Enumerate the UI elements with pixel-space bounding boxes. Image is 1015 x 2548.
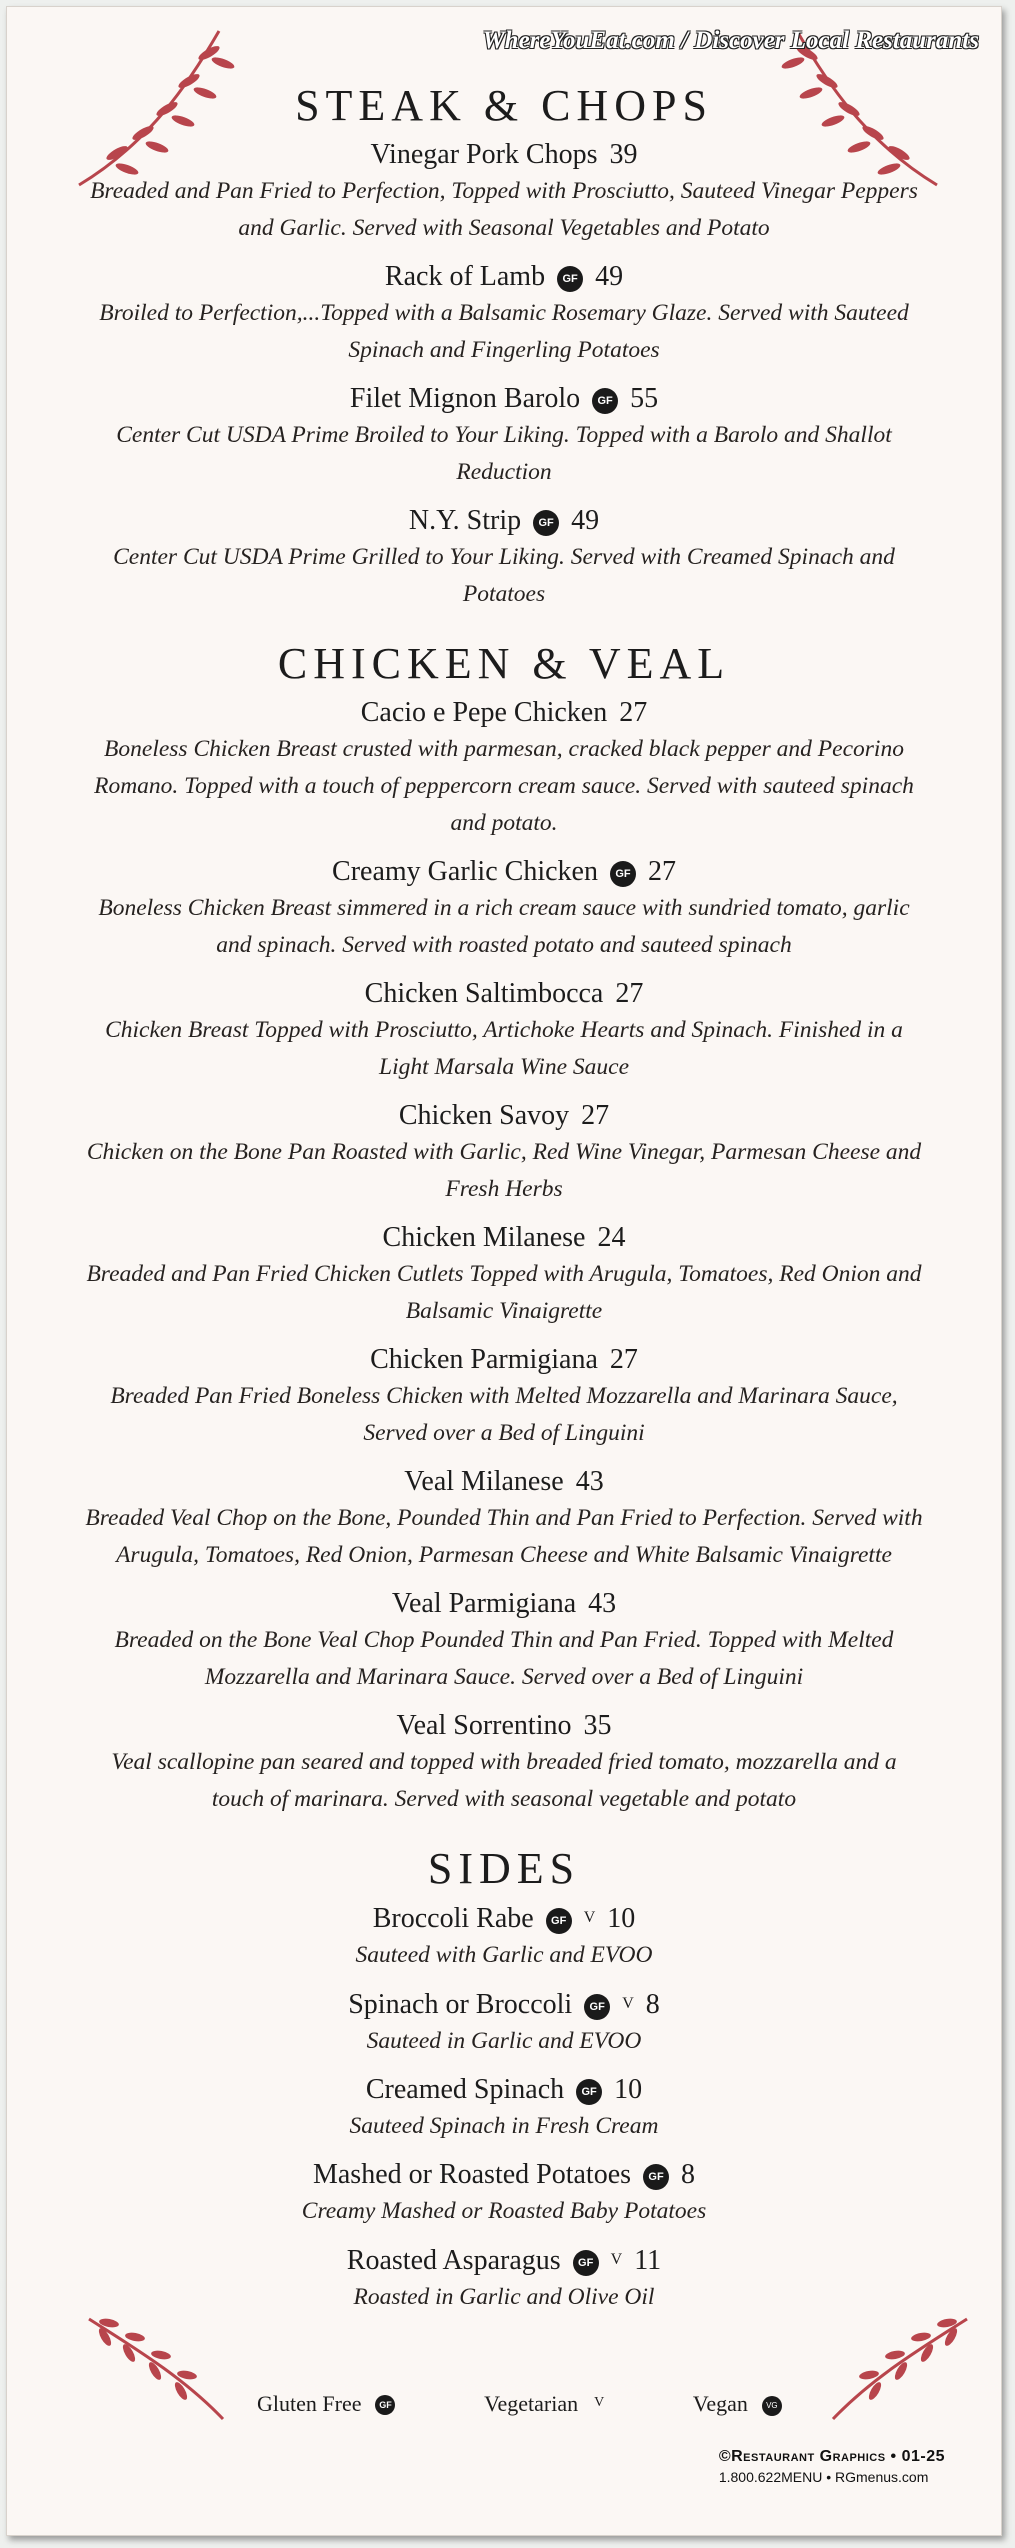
menu-item: [77, 854, 931, 964]
menu-item: [77, 1900, 931, 1974]
menu-item-name: Creamy Garlic Chicken: [332, 856, 598, 887]
menu-item-heading: [77, 503, 931, 539]
menu-page: [6, 6, 1002, 2536]
menu-item-description: Sauteed Spinach in Fresh Cream: [349, 2113, 659, 2139]
menu-item-price: 27: [647, 856, 676, 887]
section-title: CHICKEN & VEAL: [277, 639, 731, 688]
menu-item-heading: [77, 2242, 931, 2279]
menu-item-heading: [77, 1220, 931, 1256]
gf-badge-icon: GF: [610, 861, 636, 887]
menu-item: [77, 1586, 931, 1696]
menu-item: [77, 2157, 931, 2230]
menu-item-name: Vinegar Pork Chops: [370, 139, 598, 170]
menu-item-price: 49: [595, 261, 624, 292]
menu-item-name: Chicken Savoy: [398, 1100, 570, 1131]
menu-item: [77, 1986, 931, 2060]
menu-item-heading: [77, 1342, 931, 1378]
menu-item: [77, 1464, 931, 1574]
dietary-legend: [257, 2391, 788, 2417]
menu-item-description: Boneless Chicken Breast crusted with parmesan, cracked black pepper and Pecorino Romano. Topped with a touch of peppercorn cream sauce. Served with sauteed spinach and potato.: [94, 736, 914, 836]
menu-item-price: 49: [571, 505, 600, 536]
section-title: SIDES: [427, 1844, 581, 1893]
menu-item-name: Chicken Milanese: [382, 1222, 586, 1253]
vegan-badge-icon: VG: [762, 2396, 782, 2416]
menu-item: [77, 1708, 931, 1818]
menu-item-description: Breaded Pan Fried Boneless Chicken with Melted Mozzarella and Marinara Sauce, Served over a Bed of Linguini: [110, 1383, 898, 1446]
menu-item-name: Chicken Parmigiana: [370, 1344, 598, 1375]
gf-badge-icon: GF: [584, 1994, 610, 2020]
legend-vegan-label: Vegan: [692, 2391, 748, 2416]
menu-item-heading: [77, 1708, 931, 1744]
menu-item-name: Veal Milanese: [404, 1466, 564, 1497]
menu-item: [77, 976, 931, 1086]
menu-item-heading: [77, 1098, 931, 1134]
menu-item: [77, 137, 931, 247]
section-title: STEAK & CHOPS: [295, 81, 713, 130]
menu-item-heading: [77, 854, 931, 890]
menu-item-heading: [77, 1586, 931, 1622]
menu-item-description: Breaded on the Bone Veal Chop Pounded Thin and Pan Fried. Topped with Melted Mozzarella and Marinara Sauce. Served over a Bed of Linguini: [114, 1627, 894, 1690]
menu-item-name: Rack of Lamb: [384, 261, 546, 292]
menu-item: [77, 1098, 931, 1208]
menu-item-description: Breaded and Pan Fried Chicken Cutlets Topped with Arugula, Tomatoes, Red Onion and Balsamic Vinaigrette: [86, 1261, 922, 1324]
menu-item-heading: [77, 695, 931, 731]
menu-item-description: Center Cut USDA Prime Broiled to Your Liking. Topped with a Barolo and Shallot Reduction: [116, 422, 892, 485]
menu-item-description: Veal scallopine pan seared and topped with breaded fried tomato, mozzarella and a touch of marinara. Served with seasonal vegetable and potato: [111, 1749, 897, 1812]
menu-item-name: Broccoli Rabe: [372, 1903, 534, 1934]
menu-item-price: 8: [681, 2159, 696, 2190]
menu-item-heading: [77, 1464, 931, 1500]
menu-item-description: Creamy Mashed or Roasted Baby Potatoes: [301, 2198, 707, 2224]
vegetarian-mark-icon: V: [622, 1995, 634, 2012]
credit-line-1: ©Restaurant Graphics • 01-25: [718, 2448, 945, 2465]
menu-item-heading: [77, 1900, 931, 1937]
menu-item: [77, 259, 931, 369]
legend-vegetarian-label: Vegetarian: [484, 2391, 579, 2416]
menu-item-heading: [77, 137, 931, 173]
menu-content: [77, 81, 931, 2328]
menu-item-price: 10: [607, 1903, 636, 1934]
credit-line-2: 1.800.622MENU • RGmenus.com: [718, 2469, 929, 2485]
vegetarian-mark-icon: V: [594, 2395, 605, 2410]
menu-item-price: 27: [619, 697, 648, 728]
watermark-text: WhereYouEat.com / Discover Local Restaurants: [482, 27, 979, 54]
menu-item-description: Broiled to Perfection,...Topped with a Balsamic Rosemary Glaze. Served with Sauteed Spinach and Fingerling Potatoes: [99, 300, 909, 363]
menu-item-heading: [77, 2157, 931, 2193]
gf-badge-icon: GF: [643, 2164, 669, 2190]
menu-item-price: 11: [634, 2245, 662, 2276]
gf-badge-icon: GF: [592, 388, 618, 414]
menu-item-name: Creamed Spinach: [365, 2074, 565, 2105]
menu-item-price: 43: [575, 1466, 604, 1497]
menu-item-description: Center Cut USDA Prime Grilled to Your Liking. Served with Creamed Spinach and Potatoes: [113, 544, 895, 607]
gf-badge-icon: GF: [533, 510, 559, 536]
printer-credit: [719, 2447, 945, 2487]
gf-badge-icon: GF: [375, 2395, 395, 2415]
menu-item-price: 55: [630, 383, 659, 414]
menu-item: [77, 695, 931, 842]
gf-badge-icon: GF: [546, 1908, 572, 1934]
menu-item-name: Filet Mignon Barolo: [349, 383, 581, 414]
legend-gluten-free-label: Gluten Free: [257, 2391, 362, 2416]
menu-item-name: Chicken Saltimbocca: [364, 978, 604, 1009]
menu-item-heading: [77, 1986, 931, 2023]
menu-item-price: 10: [614, 2074, 643, 2105]
menu-item-price: 8: [645, 1989, 660, 2020]
menu-item-price: 24: [597, 1222, 626, 1253]
menu-item-name: Mashed or Roasted Potatoes: [312, 2159, 632, 2190]
menu-item-price: 27: [615, 978, 644, 1009]
menu-item-name: Roasted Asparagus: [346, 2245, 561, 2276]
menu-item-price: 43: [588, 1588, 617, 1619]
menu-item-description: Breaded Veal Chop on the Bone, Pounded Thin and Pan Fried to Perfection. Served with Arugula, Tomatoes, Red Onion, Parmesan Cheese and White Balsamic Vinaigrette: [85, 1505, 923, 1568]
menu-item-description: Sauteed with Garlic and EVOO: [355, 1942, 653, 1968]
menu-item-price: 27: [609, 1344, 638, 1375]
menu-item-description: Chicken on the Bone Pan Roasted with Garlic, Red Wine Vinegar, Parmesan Cheese and Fresh Herbs: [86, 1139, 922, 1202]
menu-item-name: Veal Parmigiana: [391, 1588, 577, 1619]
menu-item: [77, 381, 931, 491]
menu-item: [77, 2072, 931, 2145]
menu-item-description: Chicken Breast Topped with Prosciutto, Artichoke Hearts and Spinach. Finished in a Light Marsala Wine Sauce: [105, 1017, 903, 1080]
menu-item-name: Spinach or Broccoli: [348, 1989, 573, 2020]
menu-item: [77, 1342, 931, 1452]
menu-item-name: Veal Sorrentino: [396, 1710, 572, 1741]
menu-item-description: Roasted in Garlic and Olive Oil: [353, 2284, 655, 2310]
menu-item-description: Breaded and Pan Fried to Perfection, Topped with Prosciutto, Sauteed Vinegar Peppers and Garlic. Served with Seasonal Vegetables and Potato: [90, 178, 918, 241]
menu-item: [77, 1220, 931, 1330]
menu-item: [77, 503, 931, 613]
menu-item-price: 39: [609, 139, 638, 170]
menu-item-name: N.Y. Strip: [408, 505, 522, 536]
menu-item-description: Boneless Chicken Breast simmered in a rich cream sauce with sundried tomato, garlic and spinach. Served with roasted potato and sauteed spinach: [98, 895, 910, 958]
menu-item-price: 35: [583, 1710, 612, 1741]
menu-item-heading: [77, 381, 931, 417]
menu-item-description: Sauteed in Garlic and EVOO: [366, 2028, 642, 2054]
gf-badge-icon: GF: [573, 2250, 599, 2276]
vegetarian-mark-icon: V: [610, 2251, 623, 2268]
menu-item-heading: [77, 259, 931, 295]
gf-badge-icon: GF: [557, 266, 583, 292]
gf-badge-icon: GF: [576, 2079, 602, 2105]
menu-item-name: Cacio e Pepe Chicken: [360, 697, 608, 728]
menu-item-price: 27: [581, 1100, 610, 1131]
menu-item: [77, 2242, 931, 2316]
menu-item-heading: [77, 2072, 931, 2108]
vegetarian-mark-icon: V: [583, 1909, 596, 1926]
menu-item-heading: [77, 976, 931, 1012]
